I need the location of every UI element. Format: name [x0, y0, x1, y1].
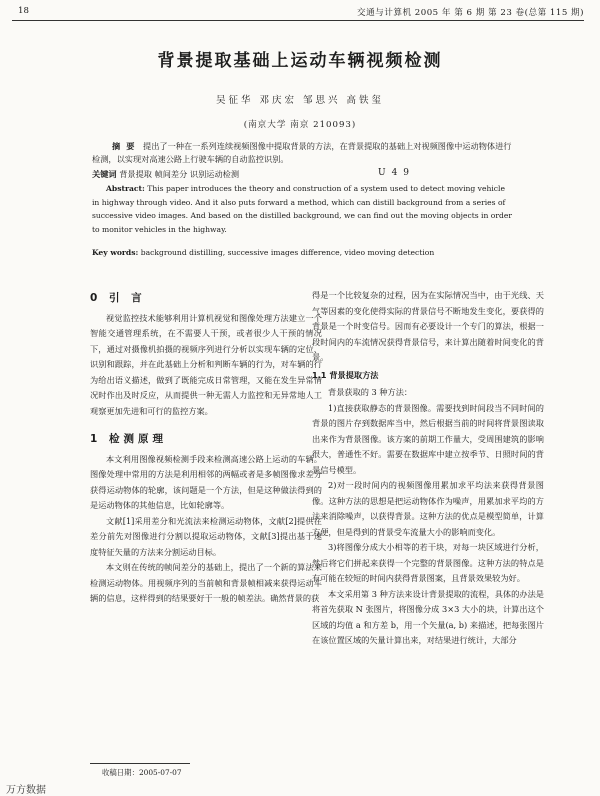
watermark: 万方数据 — [6, 785, 46, 796]
keywords-cn-text: 背景提取 帧间差分 识别运动检测 — [119, 169, 240, 179]
design-paragraph: 本文采用第 3 种方法来设计背景提取的流程，具体的办法是将首先获取 N 张图片，将图像分成 3×3 大小的块，计算出这个区域的均值 a 和方差 b，用一个矢量(a, b) 来描述，把每张图片在该位置区域的矢量计算出来，对结果进行统计，大部分 — [312, 588, 544, 645]
method-2-paragraph: 2)对一段时间内的视频图像用累加求平均法来获得背景图像。这种方法的思想是把运动物体作为噪声，用累加求平均的方法来消除噪声，以获得背景。这种方法的优点是模型简单，计算方便，但是得到的背景受车流量大小的影响而变化。 — [312, 480, 544, 537]
received-date: 收稿日期：2005-07-07 — [102, 768, 182, 777]
running-header — [12, 6, 584, 20]
section-0-heading: 0 引 言 — [90, 292, 146, 304]
classification-code: U49 — [378, 168, 416, 178]
page-number: 18 — [18, 6, 29, 16]
abstract-en-label: Abstract: — [106, 184, 145, 193]
footnote-rule — [90, 763, 190, 764]
section-gap — [90, 419, 322, 429]
abstract-cn-label: 摘要 — [112, 141, 141, 151]
method-3-paragraph: 3)将图像分成大小相等的若干块，对每一块区域进行分析，然后将它们拼起来获得一个完整的背景图像。这种方法的特点是有可能在较短的时间内获得背景图案，且背景效果较为好。 — [312, 542, 544, 583]
affiliation: (南京大学 南京 210093) — [243, 120, 357, 130]
section-1-heading: 1 检测原理 — [90, 433, 167, 445]
subsection-1-1-heading: 1.1 背景提取方法 — [312, 369, 379, 380]
keywords-cn — [92, 168, 512, 181]
keywords-en-label: Key words: — [92, 248, 139, 257]
method-1-paragraph: 1)直接获取静态的背景图像。需要找到时间段当不同时间的背景的图片存到数据库当中，然后根据当前的时间将背景图读取出来作为背景图像。该方案的前期工作量大，受周围建筑的影响很大，普通性不好。需要在数据库中建立按季节、日照时间的背景信号模型。 — [312, 402, 544, 475]
methods-intro: 背景获取的 3 种方法： — [328, 387, 413, 397]
left-column — [90, 288, 322, 607]
continued-paragraph: 得是一个比较复杂的过程，因为在实际情况当中，由于光线、天气等因素的变化使得实际的背景信号不断地发生变化，要获得的背景是一个时变信号。因而有必要设计一个专门的算法，根据一段时间内的车流情况获得背景信号，来计算出随着时间变化的背景。 — [312, 290, 544, 362]
abstract-en-text: This paper introduces the theory and construction of a system used to detect moving vehicle in highway through video. And it also puts forward a method, which can distill background from a series of successive video images. And based on the distilled background, we can find out the moving objects in order to monitor vehicles in the highway. — [92, 184, 512, 234]
principle-paragraph-3: 本文则在传统的帧间差分的基础上，提出了一个新的算法来检测运动物体。用视频序列的当前帧和背景帧相减来获得运动车辆的信息，这样得到的结果要好于一般的帧差法。确然背景的获 — [90, 562, 322, 603]
abstract-en — [92, 182, 512, 236]
header-rule — [12, 20, 584, 21]
authors: 吴征华 邓庆宏 邹思兴 高铁玺 — [215, 95, 385, 106]
principle-paragraph-1: 本文利用图像视频检测手段来检测高速公路上运动的车辆。图像处理中常用的方法是利用相邻的两幅或者是多帧图像求差分获得运动物体的轮廓，该问题是一个方法，但是这种做法得到的是运动物体的其他信息，比如轮廓等。 — [90, 453, 322, 510]
intro-paragraph: 视觉监控技术能够利用计算机视觉和图像处理方法建立一个智能交通管理系统，在不需要人干预，或者很少人干预的情况下，通过对摄像机拍摄的视频序列进行分析以实现车辆的定位、识别和跟踪，并在此基础上分析和判断车辆的行为，对车辆的行为给出语义描述，做到了既能完成日常管理，又能在发生异常情况时作出及时反应，从而提供一种无需人力监控和无异常地人工观察更加先进和可行的监控方案。 — [90, 312, 322, 416]
paper-title: 背景提取基础上运动车辆视频检测 — [157, 51, 443, 71]
right-column — [312, 288, 544, 649]
abstract-cn — [92, 140, 512, 166]
journal-info: 交通与计算机 2005 年 第 6 期 第 23 卷(总第 115 期) — [356, 8, 584, 18]
keywords-en-text: background distilling, successive images difference, video moving detection — [140, 248, 435, 257]
abstract-cn-text: 提出了一种在一系列连续视频图像中提取背景的方法，在背景提取的基础上对视频图像中运动物体进行检测，以实现对高速公路上行驶车辆的自动监控识别。 — [92, 141, 512, 164]
keywords-cn-label: 关键词 — [92, 169, 117, 179]
keywords-en — [92, 246, 512, 260]
principle-paragraph-2: 文献[1]采用差分和光流法来检测运动物体，文献[2]提供在差分前先对图像进行分割以提取运动物体，文献[3]提出基于速度特征矢量的方法来分割运动目标。 — [90, 515, 322, 557]
